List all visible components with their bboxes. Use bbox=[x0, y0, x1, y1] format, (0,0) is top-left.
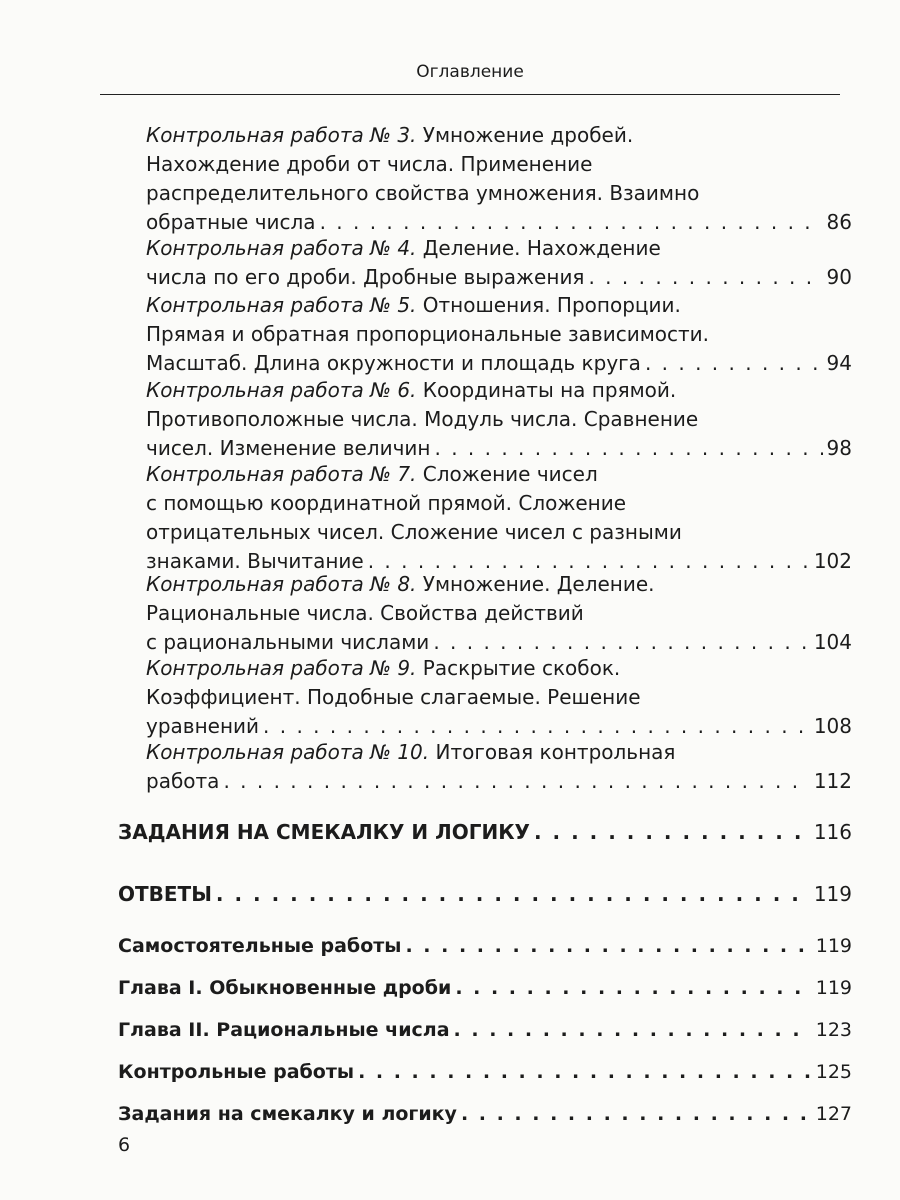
dot-leader bbox=[358, 1058, 812, 1087]
toc-entry-last-line bbox=[118, 932, 852, 961]
test-label: Контрольная работа № 9. bbox=[146, 656, 417, 680]
toc-entry-text: Координаты на прямой. bbox=[422, 378, 677, 402]
answers-title: Контрольные работы bbox=[118, 1061, 355, 1083]
page-number: 116 bbox=[813, 820, 852, 844]
toc-entry-text: Деление. Нахождение bbox=[422, 236, 661, 260]
page-number: 123 bbox=[815, 1019, 852, 1041]
dot-leader bbox=[534, 818, 810, 847]
page-number: 108 bbox=[813, 714, 852, 738]
toc-entry-test-6[interactable] bbox=[146, 376, 852, 463]
answers-title: Задания на смекалку и логику bbox=[118, 1103, 457, 1125]
toc-entry-text: Умножение дробей. bbox=[422, 123, 634, 147]
toc-entry-text: числа по его дроби. Дробные выражения bbox=[146, 265, 585, 289]
dot-leader bbox=[588, 263, 822, 292]
toc-entry-text: Умножение. Деление. bbox=[422, 572, 655, 596]
page-number: 119 bbox=[815, 977, 852, 999]
toc-entry-first-line bbox=[146, 376, 852, 405]
toc-entry-first-line bbox=[146, 654, 852, 683]
toc-entry-text: распределительного свойства умножения. Взаимно bbox=[146, 181, 700, 205]
toc-entry-last-line bbox=[118, 1058, 852, 1087]
toc-entry-last-line bbox=[146, 628, 852, 657]
toc-entry-last-line bbox=[118, 880, 852, 909]
page-number: 125 bbox=[815, 1061, 852, 1083]
test-label: Контрольная работа № 6. bbox=[146, 378, 417, 402]
toc-entry-text: работа bbox=[146, 769, 220, 793]
section-title: ЗАДАНИЯ НА СМЕКАЛКУ И ЛОГИКУ bbox=[118, 820, 530, 844]
dot-leader bbox=[320, 208, 823, 237]
answers-title: Самостоятельные работы bbox=[118, 935, 402, 957]
test-label: Контрольная работа № 3. bbox=[146, 123, 417, 147]
page-number: 127 bbox=[815, 1103, 852, 1125]
page-number: 86 bbox=[826, 210, 852, 234]
test-label: Контрольная работа № 10. bbox=[146, 740, 430, 764]
toc-answers-chapter-1[interactable] bbox=[118, 974, 852, 1003]
toc-entry-first-line bbox=[146, 291, 852, 320]
page-number: 119 bbox=[813, 882, 852, 906]
toc-entry-last-line bbox=[118, 1100, 852, 1129]
toc-entry-text: Итоговая контрольная bbox=[435, 740, 676, 764]
dot-leader bbox=[433, 628, 810, 657]
dot-leader bbox=[455, 974, 811, 1003]
toc-entry-text: Отношения. Пропорции. bbox=[422, 293, 681, 317]
dot-leader bbox=[223, 767, 809, 796]
toc-entry-text: обратные числа bbox=[146, 210, 316, 234]
toc-entry-last-line bbox=[118, 818, 852, 847]
page-number: 98 bbox=[826, 436, 852, 460]
toc-section-tasks[interactable] bbox=[118, 818, 852, 847]
toc-entry-text: знаками. Вычитание bbox=[146, 549, 364, 573]
toc-entry-last-line bbox=[118, 974, 852, 1003]
toc-entry-test-5[interactable] bbox=[146, 291, 852, 378]
toc-entry-last-line bbox=[146, 434, 852, 463]
section-title: ОТВЕТЫ bbox=[118, 882, 212, 906]
page-number: 112 bbox=[813, 769, 852, 793]
toc-entry-text: Нахождение дроби от числа. Применение bbox=[146, 152, 593, 176]
toc-entry-test-3[interactable] bbox=[146, 121, 852, 237]
toc-entry-text: Коэффициент. Подобные слагаемые. Решение bbox=[146, 685, 641, 709]
dot-leader bbox=[263, 712, 810, 741]
toc-answers-chapter-2[interactable] bbox=[118, 1016, 852, 1045]
page-number: 104 bbox=[813, 630, 852, 654]
toc-entry-test-4[interactable] bbox=[146, 234, 852, 292]
toc-entry-last-line bbox=[146, 712, 852, 741]
page-number-footer: 6 bbox=[118, 1134, 131, 1156]
toc-entry-text: отрицательных чисел. Сложение чисел с разными bbox=[146, 520, 682, 544]
page-number: 102 bbox=[813, 549, 852, 573]
dot-leader bbox=[645, 349, 823, 378]
toc-entry-text: уравнений bbox=[146, 714, 260, 738]
toc-answers-tests[interactable] bbox=[118, 1058, 852, 1087]
toc-entry-text: Сложение чисел bbox=[422, 462, 598, 486]
dot-leader bbox=[216, 880, 810, 909]
dot-leader bbox=[405, 932, 811, 961]
toc-entry-last-line bbox=[146, 263, 852, 292]
toc-entry-last-line bbox=[146, 349, 852, 378]
test-label: Контрольная работа № 5. bbox=[146, 293, 417, 317]
toc-entry-last-line bbox=[118, 1016, 852, 1045]
toc-answers-independent[interactable] bbox=[118, 932, 852, 961]
dot-leader bbox=[461, 1100, 812, 1129]
toc-entry-first-line bbox=[146, 570, 852, 599]
toc-entry-last-line bbox=[146, 208, 852, 237]
answers-title: Глава I. Обыкновенные дроби bbox=[118, 977, 452, 999]
test-label: Контрольная работа № 7. bbox=[146, 462, 417, 486]
toc-entry-test-10[interactable] bbox=[146, 738, 852, 796]
toc-entry-first-line bbox=[146, 460, 852, 489]
toc-entry-text: с рациональными числами bbox=[146, 630, 430, 654]
toc-entry-test-7[interactable] bbox=[146, 460, 852, 576]
dot-leader bbox=[434, 434, 822, 463]
toc-entry-text: Противоположные числа. Модуль числа. Сравнение bbox=[146, 407, 699, 431]
test-label: Контрольная работа № 4. bbox=[146, 236, 417, 260]
page-number: 119 bbox=[815, 935, 852, 957]
page-number: 94 bbox=[826, 351, 852, 375]
toc-entry-test-9[interactable] bbox=[146, 654, 852, 741]
toc-entry-last-line bbox=[146, 767, 852, 796]
toc-entry-test-8[interactable] bbox=[146, 570, 852, 657]
test-label: Контрольная работа № 8. bbox=[146, 572, 417, 596]
toc-section-answers[interactable] bbox=[118, 880, 852, 909]
toc-entry-text: с помощью координатной прямой. Сложение bbox=[146, 491, 627, 515]
toc-answers-logic[interactable] bbox=[118, 1100, 852, 1129]
toc-entry-text: Рациональные числа. Свойства действий bbox=[146, 601, 584, 625]
dot-leader bbox=[454, 1016, 812, 1045]
toc-entry-text: Прямая и обратная пропорциональные зависимости. bbox=[146, 322, 710, 346]
page-number: 90 bbox=[826, 265, 852, 289]
toc-entry-first-line bbox=[146, 738, 852, 767]
page-header: Оглавление bbox=[416, 62, 524, 82]
toc-entry-first-line bbox=[146, 234, 852, 263]
toc-entry-text: чисел. Изменение величин bbox=[146, 436, 431, 460]
toc-entry-text: Масштаб. Длина окружности и площадь круга bbox=[146, 351, 641, 375]
toc-entry-first-line bbox=[146, 121, 852, 150]
answers-title: Глава II. Рациональные числа bbox=[118, 1019, 450, 1041]
toc-entry-text: Раскрытие скобок. bbox=[422, 656, 621, 680]
